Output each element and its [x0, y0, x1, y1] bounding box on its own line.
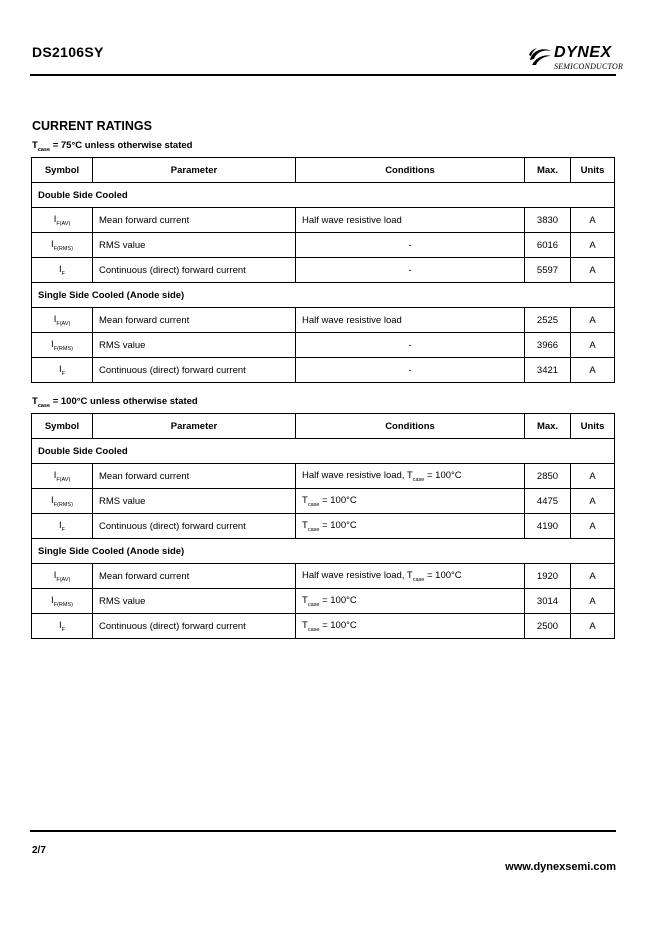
table-row: $I_F$ Continuous (direct) forward current - 5597 A [32, 258, 615, 283]
col-parameter: Parameter [93, 414, 296, 439]
table-row: $I_{F(RMS)}$ RMS value - 3966 A [32, 333, 615, 358]
table-header-row [32, 158, 615, 183]
group-row: Double Side Cooled [32, 439, 615, 464]
table2-condition: $T_{case} = 100^\circ C$ unless otherwise stated [32, 396, 198, 409]
group-row: Single Side Cooled (Anode side) [32, 283, 615, 308]
table-row: $I_{F(AV)}$ Mean forward current Half wave resistive load, $T_{case} = 100^\circ C$ 1920 A [32, 564, 615, 589]
col-conditions: Conditions [296, 414, 525, 439]
col-units: Units [571, 414, 615, 439]
table-header-row [32, 414, 615, 439]
col-units: Units [571, 158, 615, 183]
group-row: Double Side Cooled [32, 183, 615, 208]
logo-subtitle: SEMICONDUCTOR [554, 62, 624, 71]
col-symbol: Symbol [32, 414, 93, 439]
table-row: $I_{F(AV)}$ Mean forward current Half wave resistive load 2525 A [32, 308, 615, 333]
table-row: $I_{F(AV)}$ Mean forward current Half wave resistive load, $T_{case} = 100^\circ C$ 2850 A [32, 464, 615, 489]
table-row: $I_{F(RMS)}$ RMS value $T_{case} = 100^\circ C$ 3014 A [32, 589, 615, 614]
dynex-logo [527, 44, 624, 74]
col-max: Max. [525, 158, 571, 183]
table-row: $I_F$ Continuous (direct) forward current $T_{case} = 100^\circ C$ 4190 A [32, 514, 615, 539]
logo-wordmark: DYNEX [554, 44, 612, 61]
table-row: $I_F$ Continuous (direct) forward current - 3421 A [32, 358, 615, 383]
col-max: Max. [525, 414, 571, 439]
table-row: $I_{F(RMS)}$ RMS value $T_{case} = 100^\circ C$ 4475 A [32, 489, 615, 514]
footer-rule [30, 830, 616, 832]
section-title: CURRENT RATINGS [32, 119, 152, 133]
group-row: Single Side Cooled (Anode side) [32, 539, 615, 564]
dynex-swoosh-icon [527, 46, 553, 70]
col-conditions: Conditions [296, 158, 525, 183]
header-rule [30, 74, 616, 76]
col-symbol: Symbol [32, 158, 93, 183]
table-row: $I_F$ Continuous (direct) forward current $T_{case} = 100^\circ C$ 2500 A [32, 614, 615, 639]
part-number: DS2106SY [32, 44, 104, 60]
page-number: 2/7 [32, 845, 46, 856]
table-row: $I_{F(RMS)}$ RMS value - 6016 A [32, 233, 615, 258]
table-row: $I_{F(AV)}$ Mean forward current Half wave resistive load 3830 A [32, 208, 615, 233]
ratings-table-100c [31, 413, 615, 639]
table1-condition: $T_{case} = 75^\circ C$ unless otherwise stated [32, 140, 193, 153]
ratings-table-75c [31, 157, 615, 383]
col-parameter: Parameter [93, 158, 296, 183]
website-url[interactable]: www.dynexsemi.com [505, 861, 616, 873]
